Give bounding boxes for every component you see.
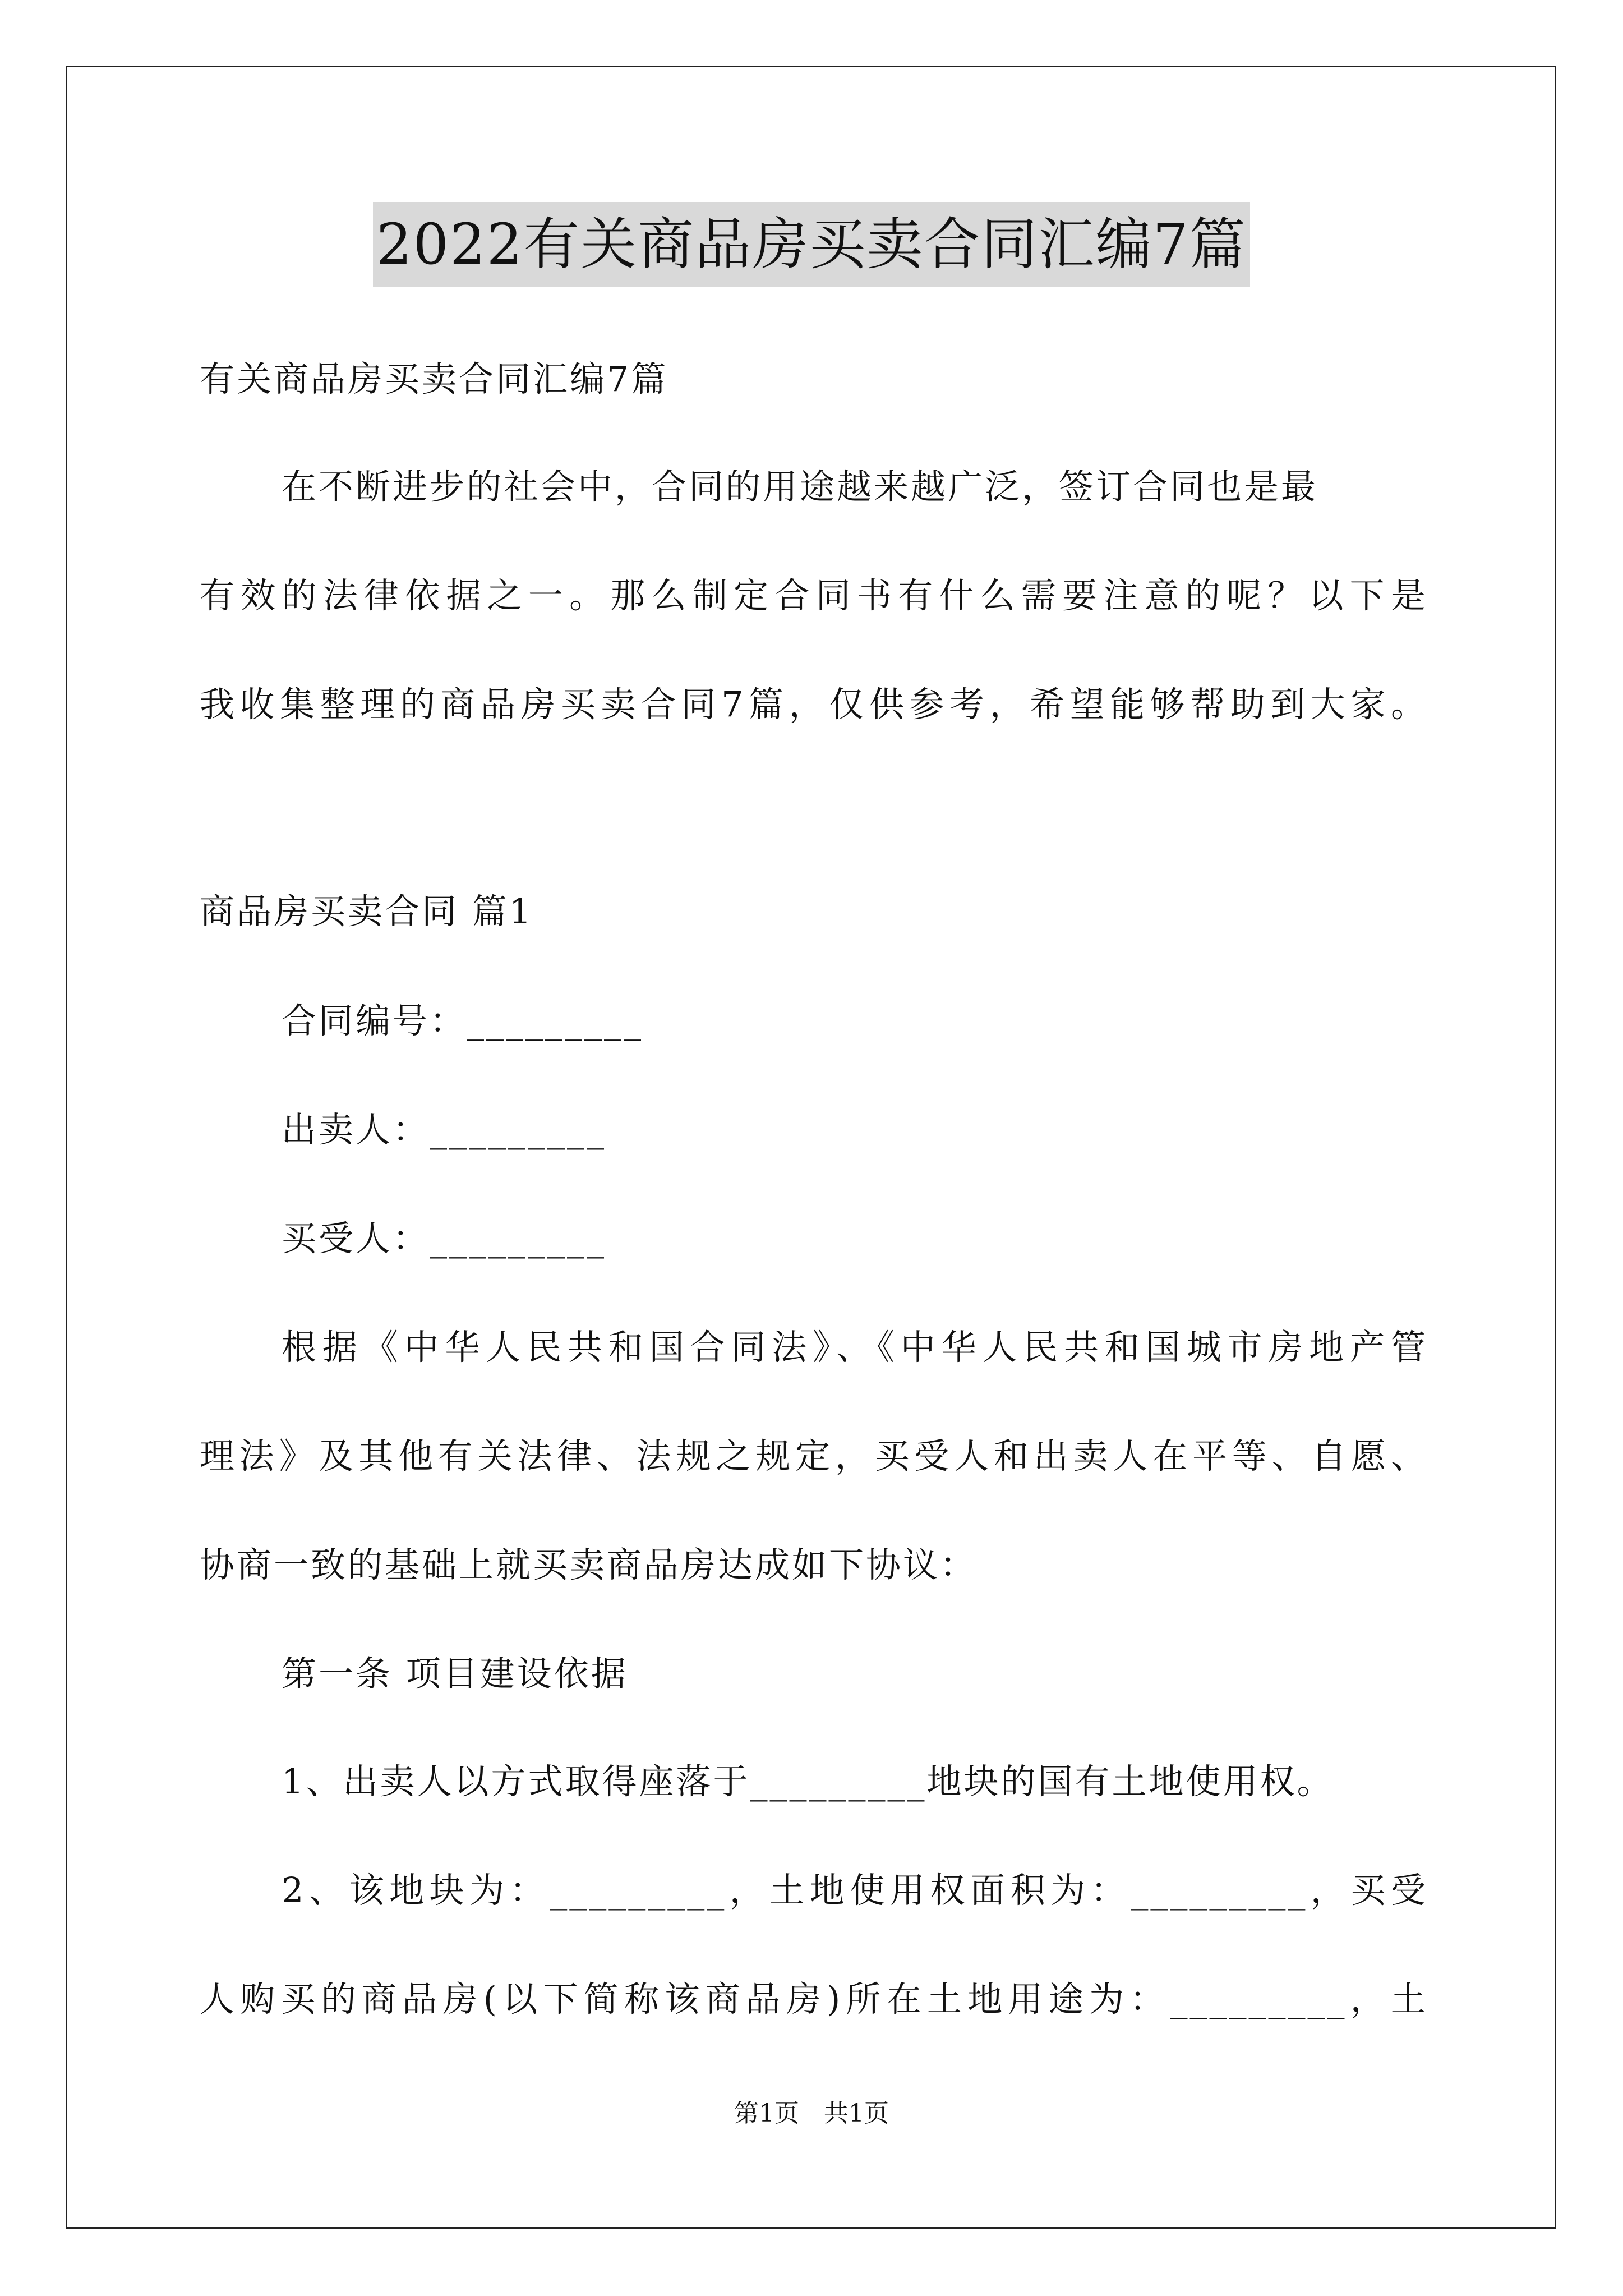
buyer-field: 买受人：_________ <box>282 1218 607 1259</box>
article-1-item-1: 1、出卖人以方式取得座落于_________地块的国有土地使用权。 <box>282 1761 1334 1802</box>
intro-line-1: 在不断进步的社会中，合同的用途越来越广泛，签订合同也是最 <box>282 466 1318 507</box>
contract-number-field: 合同编号：_________ <box>282 1000 644 1041</box>
preamble-line-3: 协商一致的基础上就买卖商品房达成如下协议： <box>200 1544 978 1585</box>
intro-line-2: 有效的法律依据之一。那么制定合同书有什么需要注意的呢？以下是 <box>200 575 1428 616</box>
article-1-item-2: 2、该地块为：_________，土地使用权面积为：_________，买受 <box>282 1870 1428 1911</box>
section-heading: 商品房买卖合同 篇1 <box>200 891 534 932</box>
preamble-line-2: 理法》及其他有关法律、法规之规定，买受人和出卖人在平等、自愿、 <box>200 1435 1428 1476</box>
article-1-item-3: 人购买的商品房(以下简称该商品房)所在土地用途为：_________，土 <box>200 1978 1428 2019</box>
seller-field: 出卖人：_________ <box>282 1109 607 1150</box>
article-1-heading: 第一条 项目建设依据 <box>282 1653 628 1694</box>
document-subtitle: 有关商品房买卖合同汇编7篇 <box>200 358 668 399</box>
title-wrap <box>0 202 1623 287</box>
preamble-line-1: 根据《中华人民共和国合同法》、《中华人民共和国城市房地产管 <box>282 1327 1428 1368</box>
intro-line-3: 我收集整理的商品房买卖合同7篇，仅供参考，希望能够帮助到大家。 <box>200 684 1428 725</box>
document-title: 2022有关商品房买卖合同汇编7篇 <box>373 202 1250 287</box>
page-footer: 第1页 共1页 <box>734 2099 889 2128</box>
